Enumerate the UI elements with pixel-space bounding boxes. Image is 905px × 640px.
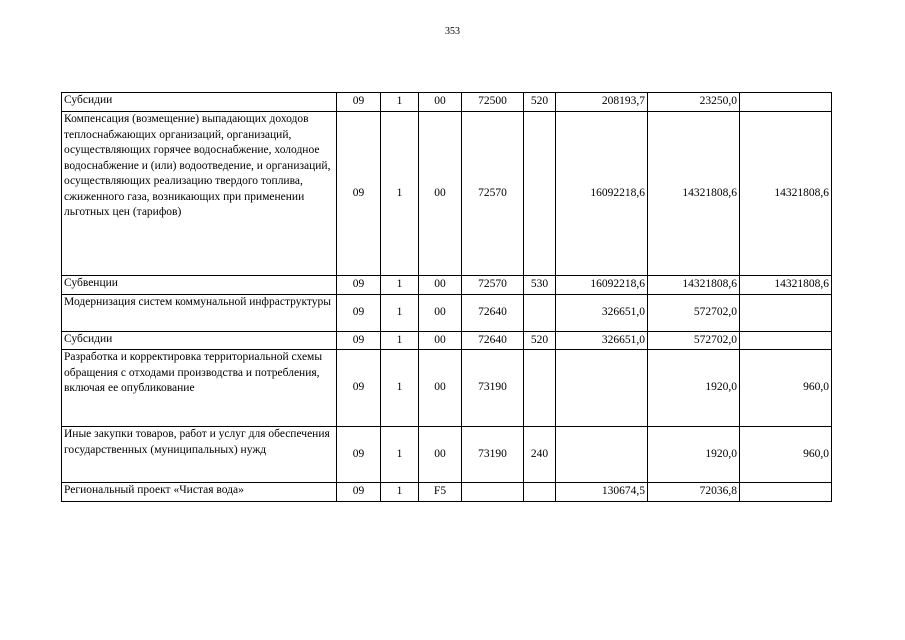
cell-value-1: 326651,0	[556, 332, 648, 350]
cell-program: 1	[381, 276, 419, 295]
table-row	[62, 483, 832, 502]
cell-value-1	[556, 427, 648, 483]
cell-subprogram: 00	[419, 93, 462, 112]
cell-article	[462, 483, 524, 502]
cell-value-3: 960,0	[740, 350, 832, 427]
cell-type: 530	[524, 276, 556, 295]
cell-value-3	[740, 295, 832, 332]
cell-program: 1	[381, 350, 419, 427]
row-name: Субсидии	[62, 93, 337, 112]
row-name: Субсидии	[62, 332, 337, 350]
table-row	[62, 112, 832, 276]
cell-article: 72640	[462, 332, 524, 350]
cell-value-2: 72036,8	[648, 483, 740, 502]
cell-value-2: 1920,0	[648, 427, 740, 483]
cell-subprogram: F5	[419, 483, 462, 502]
cell-subprogram: 00	[419, 427, 462, 483]
cell-value-1: 208193,7	[556, 93, 648, 112]
cell-value-3: 960,0	[740, 427, 832, 483]
row-name: Субвенции	[62, 276, 337, 295]
cell-section: 09	[337, 427, 381, 483]
cell-section: 09	[337, 350, 381, 427]
cell-value-1: 16092218,6	[556, 276, 648, 295]
cell-value-2: 1920,0	[648, 350, 740, 427]
cell-article: 73190	[462, 350, 524, 427]
cell-program: 1	[381, 483, 419, 502]
table-row	[62, 332, 832, 350]
cell-value-3	[740, 93, 832, 112]
cell-section: 09	[337, 332, 381, 350]
cell-value-2: 572702,0	[648, 295, 740, 332]
page-number: 353	[445, 26, 460, 37]
cell-article: 72640	[462, 295, 524, 332]
cell-value-2: 14321808,6	[648, 112, 740, 276]
cell-program: 1	[381, 332, 419, 350]
cell-type: 520	[524, 332, 556, 350]
table-row	[62, 350, 832, 427]
cell-value-1: 326651,0	[556, 295, 648, 332]
row-name: Модернизация систем коммунальной инфраструктуры	[62, 295, 337, 332]
cell-article: 72570	[462, 276, 524, 295]
cell-value-3	[740, 483, 832, 502]
cell-subprogram: 00	[419, 332, 462, 350]
cell-program: 1	[381, 112, 419, 276]
table-row	[62, 93, 832, 112]
table-row	[62, 276, 832, 295]
cell-subprogram: 00	[419, 112, 462, 276]
cell-value-3	[740, 332, 832, 350]
cell-subprogram: 00	[419, 295, 462, 332]
cell-type	[524, 483, 556, 502]
cell-type	[524, 112, 556, 276]
cell-article: 72500	[462, 93, 524, 112]
cell-subprogram: 00	[419, 350, 462, 427]
cell-type	[524, 350, 556, 427]
cell-type	[524, 295, 556, 332]
budget-table	[61, 92, 832, 502]
cell-program: 1	[381, 427, 419, 483]
table-row	[62, 295, 832, 332]
row-name: Региональный проект «Чистая вода»	[62, 483, 337, 502]
cell-section: 09	[337, 112, 381, 276]
row-name: Разработка и корректировка территориальной схемы обращения с отходами производства и потребления, включая ее опубликование	[62, 350, 337, 427]
cell-value-1: 130674,5	[556, 483, 648, 502]
cell-value-3: 14321808,6	[740, 276, 832, 295]
row-name: Компенсация (возмещение) выпадающих доходов теплоснабжающих организаций, организаций, осуществляющих горячее водоснабжение, холодное водоснабжение и (или) водоотведение, и организаций, осуществляющих реализацию твердого топлива, сжиженного газа, возникающих при применении льготных цен (тарифов)	[62, 112, 337, 276]
cell-article: 72570	[462, 112, 524, 276]
cell-value-2: 572702,0	[648, 332, 740, 350]
cell-section: 09	[337, 295, 381, 332]
cell-value-1	[556, 350, 648, 427]
cell-value-2: 23250,0	[648, 93, 740, 112]
cell-program: 1	[381, 93, 419, 112]
cell-section: 09	[337, 276, 381, 295]
cell-type: 520	[524, 93, 556, 112]
cell-article: 73190	[462, 427, 524, 483]
table-row	[62, 427, 832, 483]
cell-type: 240	[524, 427, 556, 483]
cell-section: 09	[337, 483, 381, 502]
cell-section: 09	[337, 93, 381, 112]
cell-subprogram: 00	[419, 276, 462, 295]
cell-value-3: 14321808,6	[740, 112, 832, 276]
cell-value-1: 16092218,6	[556, 112, 648, 276]
cell-value-2: 14321808,6	[648, 276, 740, 295]
row-name: Иные закупки товаров, работ и услуг для обеспечения государственных (муниципальных) нужд	[62, 427, 337, 483]
cell-program: 1	[381, 295, 419, 332]
